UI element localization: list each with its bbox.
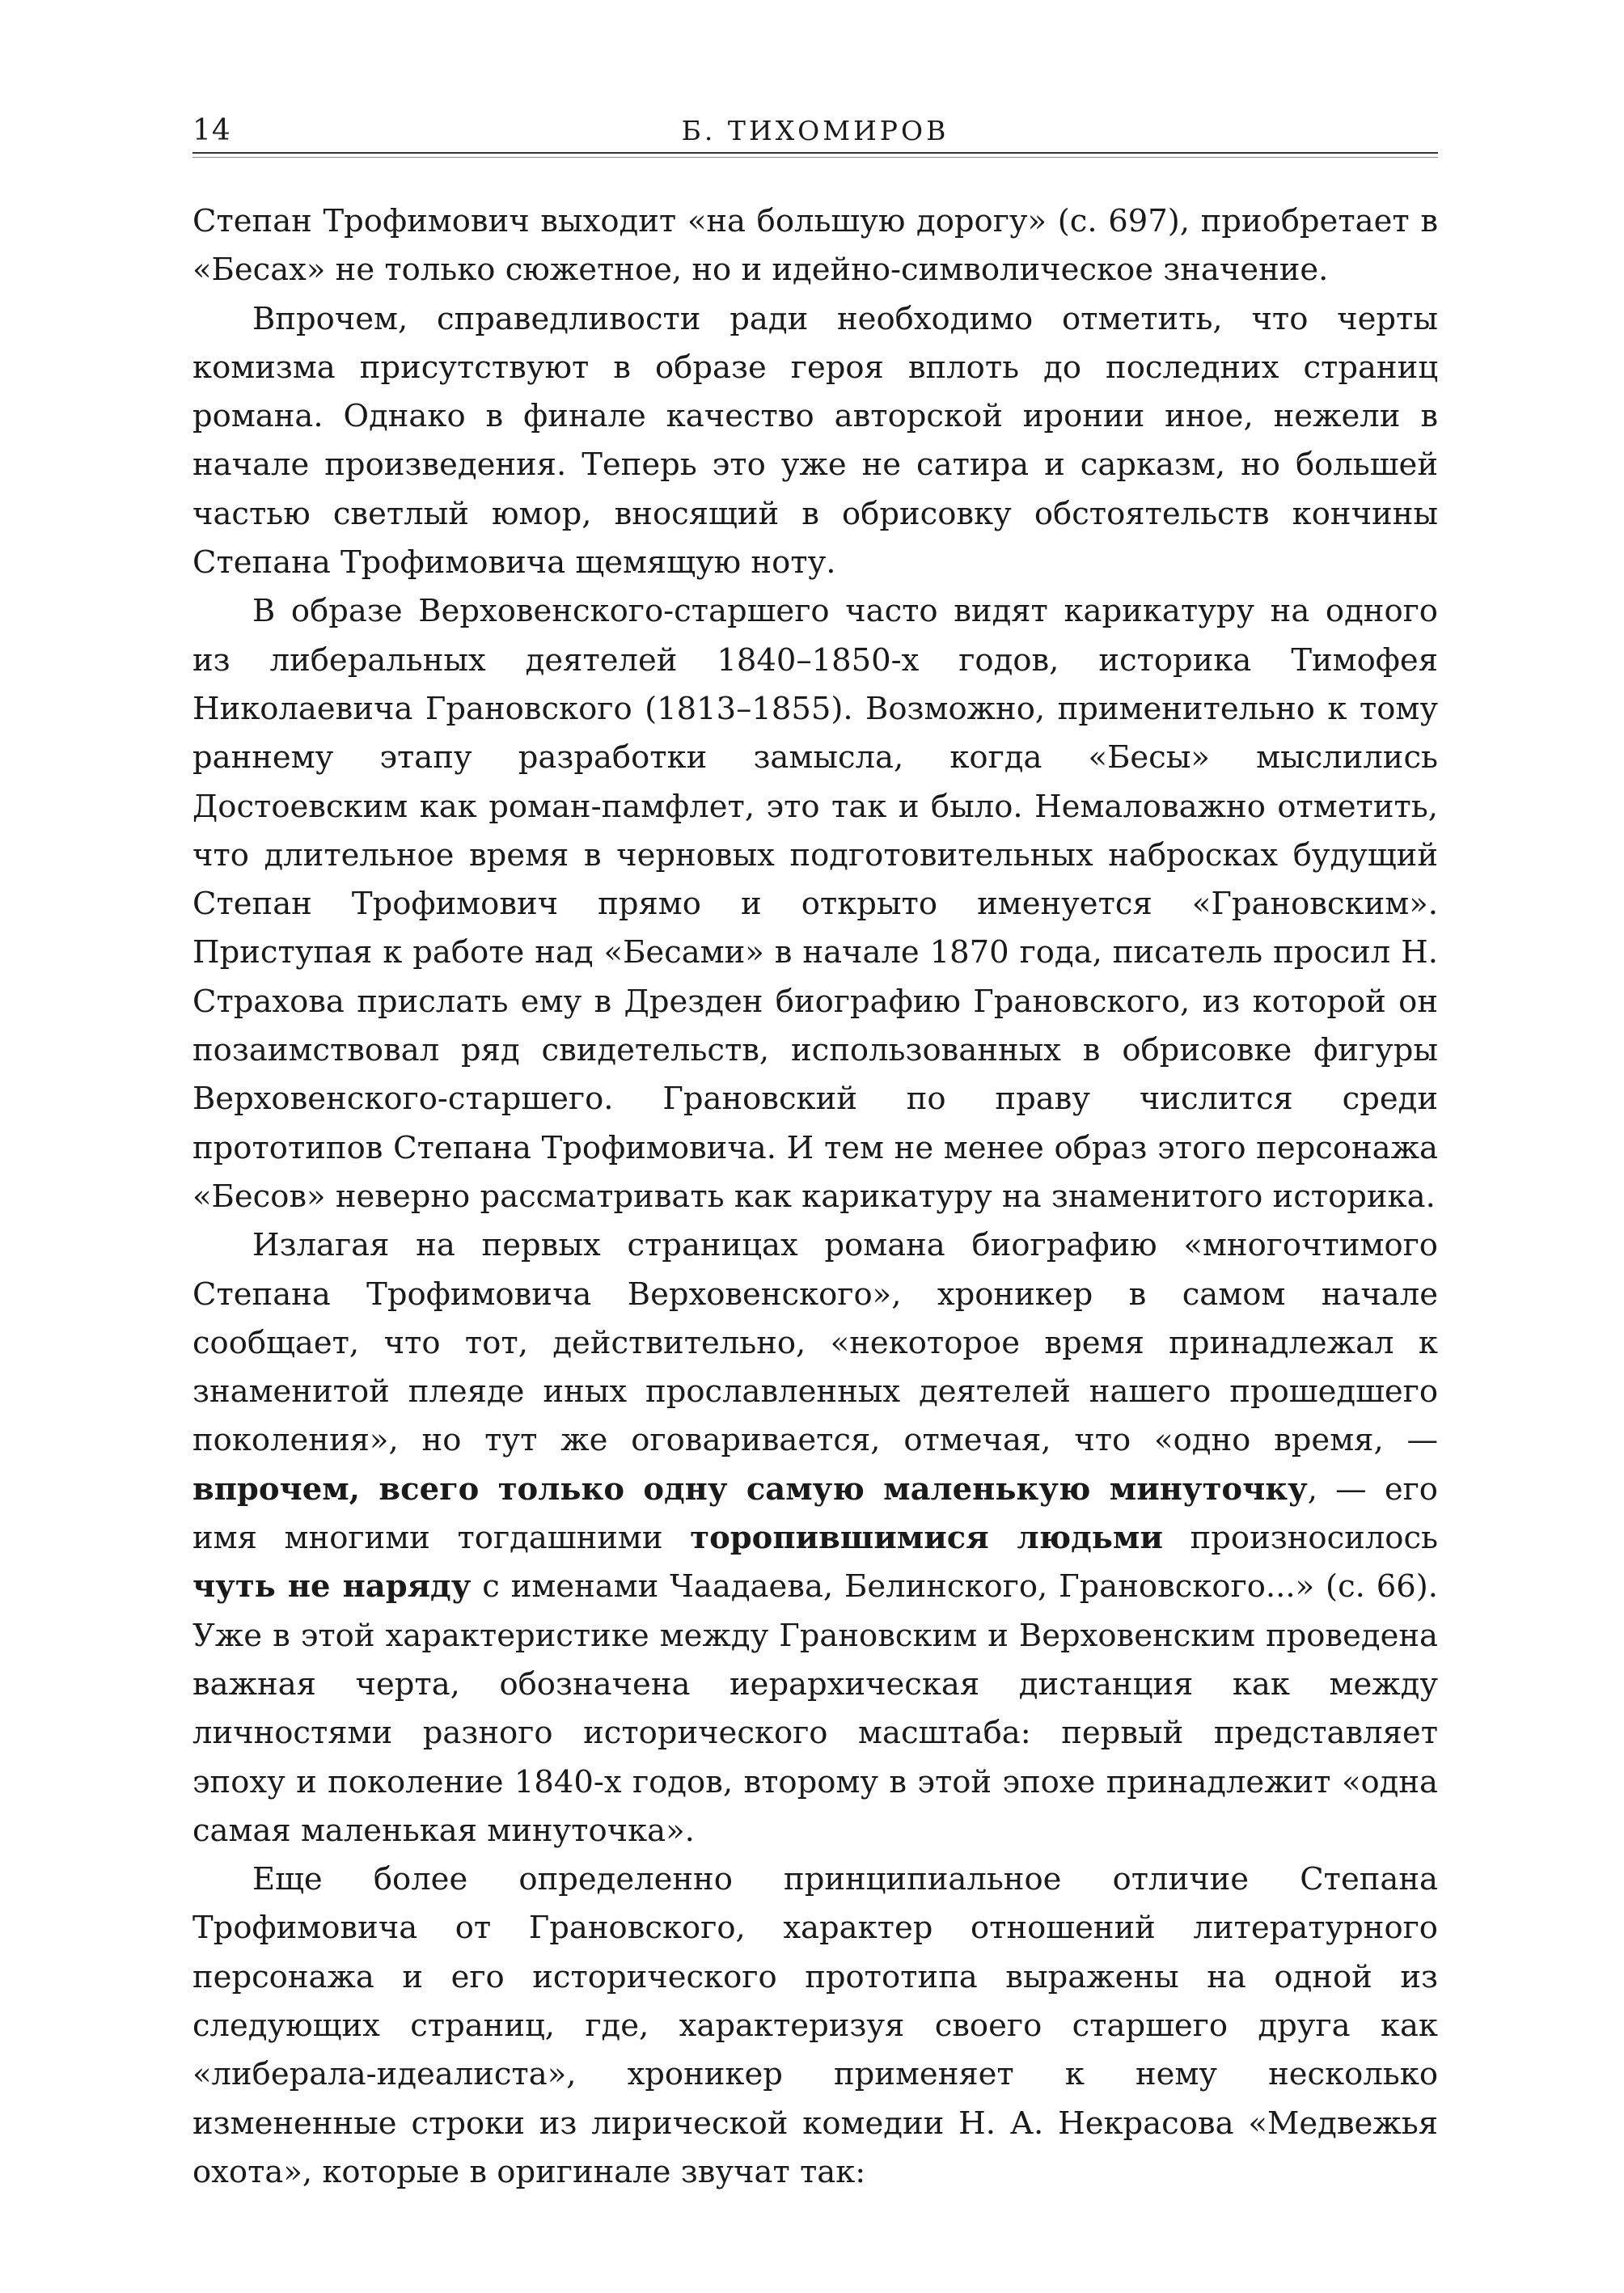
text-run: произносилось [1162, 1520, 1438, 1557]
emphasis-bold: чуть не наряду [192, 1568, 472, 1606]
running-title: Б. ТИХОМИРОВ [681, 115, 949, 146]
paragraph-continued: Степан Трофимович выходит «на большую дорогу» (с. 697), приобретает в «Бесах» не только сюжетное, но и идейно-символическое значение. [192, 203, 1438, 289]
header-rule-thin [192, 157, 1438, 158]
text-run: с именами Чаадаева, Белинского, Грановского...» (с. 66). Уже в этой характеристике между Грановским и Верховенским проведена важная черта, обозначена иерархическая дистанция как между личностями разного исторического масштаба: первый представляет эпоху и поколение 1840-х годов, второму в этой эпохе принадлежит «одна самая маленькая минуточка». [192, 1568, 1438, 1849]
text-run: , — его имя многими тогдашними [192, 1470, 1438, 1557]
paragraph: В образе Верховенского-старшего часто видят карикатуру на одного из либеральных деятелей 1840–1850-х годов, историка Тимофея Николаевича Грановского (1813–1855). Возможно, применительно к тому раннему этапу разработки замысла, когда «Бесы» мыслились Достоевским как роман-памфлет, это так и было. Немаловажно отметить, что длительное время в черновых подготовительных набросках будущий Степан Трофимович прямо и открыто именуется «Грановским». Приступая к работе над «Бесами» в начале 1870 года, писатель просил Н. Страхова прислать ему в Дрезден биографию Грановского, из которой он позаимствовал ряд свидетельств, использованных в обрисовке фигуры Верховенского-старшего. Грановский по праву числится среди прототипов Степана Трофимовича. И тем не менее образ этого персонажа «Бесов» неверно рассматривать как карикатуру на знаменитого историка. [192, 593, 1438, 1215]
paragraph: Еще более определенно принципиальное отличие Степана Трофимовича от Грановского, характер отношений литературного персонажа и его исторического прототипа выражены на одной из следующих страниц, где, характеризуя своего старшего друга как «либерала-идеалиста», хроникер применяет к нему несколько измененные строки из лирической комедии Н. А. Некрасова «Медвежья охота», которые в оригинале звучат так: [192, 1861, 1438, 2190]
body-text [192, 197, 1438, 2197]
page-number: 14 [192, 114, 231, 147]
header-rule [192, 152, 1438, 154]
emphasis-bold: впрочем, всего только одну самую маленькую минуточку [192, 1470, 1308, 1508]
running-head [192, 112, 1438, 150]
emphasis-bold: торопившимися людьми [690, 1520, 1163, 1557]
paragraph: Впрочем, справедливости ради необходимо отметить, что черты комизма присутствуют в образе героя вплоть до последних страниц романа. Однако в финале качество авторской иронии иное, нежели в начале произведения. Теперь это уже не сатира и сарказм, но большей частью светлый юмор, вносящий в обрисовку обстоятельств кончины Степана Трофимовича щемящую ноту. [192, 300, 1438, 582]
paragraph-quote-emphasis [192, 1221, 1438, 1855]
text-run: Излагая на первых страницах романа биографию «многочтимого Степана Трофимовича Верховенского», хроникер в самом начале сообщает, что тот, действительно, «некоторое время принадлежал к знаменитой плеяде иных прославленных деятелей нашего прошедшего поколения», но тут же оговаривается, отмечая, что «одно время, — [192, 1227, 1438, 1459]
